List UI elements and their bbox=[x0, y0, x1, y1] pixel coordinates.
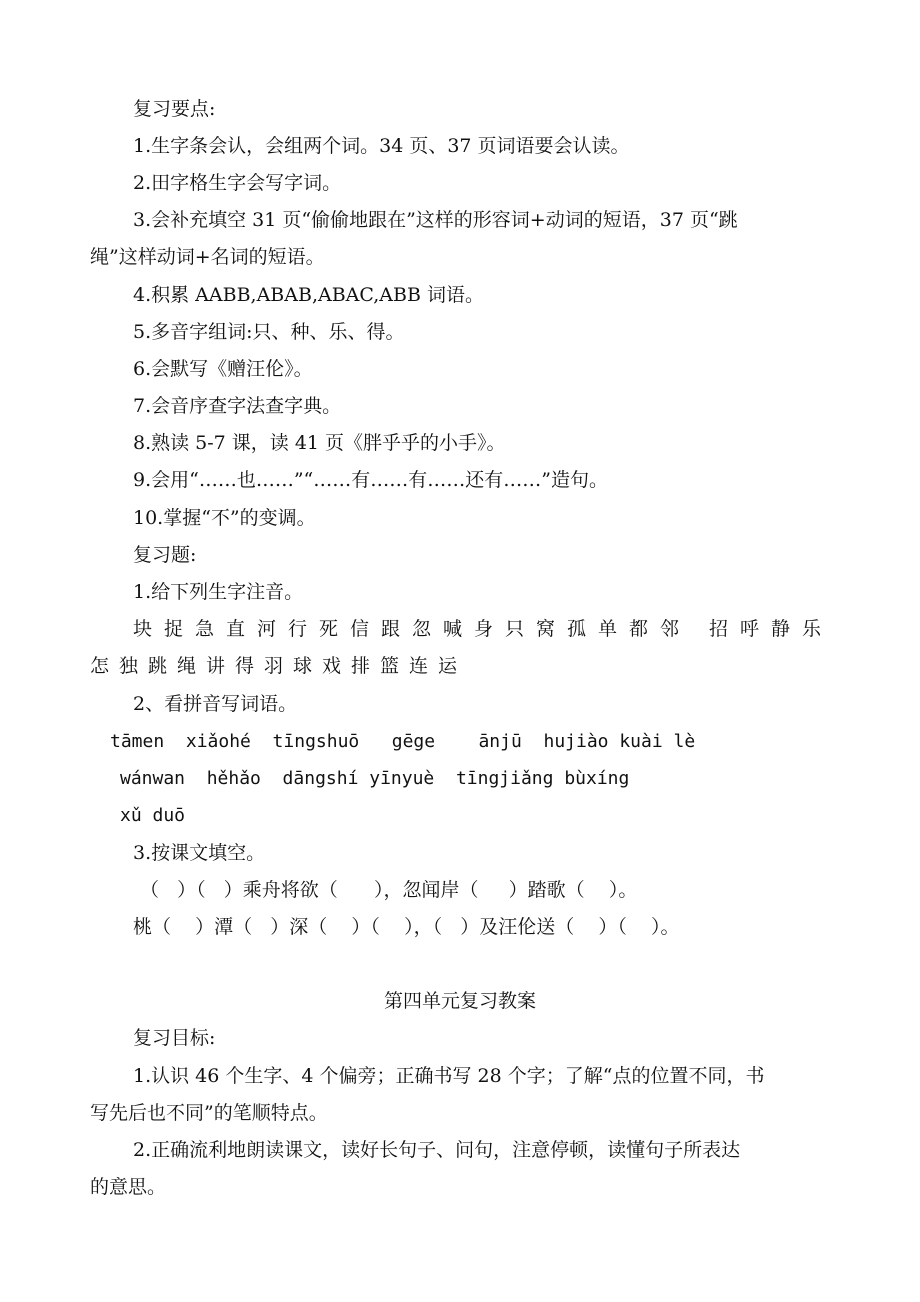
review-point-5: 5.多音字组词:只、种、乐、得。 bbox=[133, 321, 405, 343]
review-point-4: 4.积累 AABB,ABAB,ABAC,ABB 词语。 bbox=[133, 284, 484, 306]
review-point-7: 7.会音序查字法查字典。 bbox=[133, 395, 342, 417]
question-1-characters-line-2: 怎独跳绳讲得羽球戏排篮连运 bbox=[90, 655, 468, 677]
review-goal-2: 2.正确流利地朗读课文，读好长句子、问句，注意停顿，读懂句子所表达 bbox=[133, 1139, 741, 1161]
review-point-8: 8.熟读 5-7 课，读 41 页《胖乎乎的小手》。 bbox=[133, 432, 506, 454]
review-point-2: 2.田字格生字会写字词。 bbox=[133, 172, 342, 194]
question-3-blank-line-2: 桃（ ）潭（ ）深（ ）（ ），（ ）及汪伦送（ ）（ ）。 bbox=[133, 916, 680, 938]
question-1-title: 1.给下列生字注音。 bbox=[133, 581, 304, 603]
review-goal-1: 1.认识 46 个生字、4 个偏旁；正确书写 28 个字；了解“点的位置不同，书 bbox=[133, 1065, 765, 1087]
question-2-pinyin-line-1: tāmen xiǎohé tīngshuō gēge ānjū hujiào kuài lè bbox=[110, 731, 696, 752]
review-point-3: 3.会补充填空 31 页“偷偷地跟在”这样的形容词+动词的短语，37 页“跳 bbox=[133, 209, 738, 231]
review-point-6: 6.会默写《赠汪伦》。 bbox=[133, 358, 313, 380]
review-goal-2-cont: 的意思。 bbox=[90, 1176, 167, 1198]
question-2-pinyin-line-2: wánwan hěhǎo dāngshí yīnyuè tīngjiǎng bùxíng bbox=[120, 768, 630, 789]
review-point-9: 9.会用“……也……”“……有……有……还有……”造句。 bbox=[133, 469, 608, 491]
question-2-pinyin-line-3: xǔ duō bbox=[120, 805, 186, 826]
review-point-10: 10.掌握“不”的变调。 bbox=[133, 507, 316, 529]
review-questions-heading: 复习题: bbox=[133, 544, 197, 566]
review-goal-1-cont: 写先后也不同”的笔顺特点。 bbox=[90, 1102, 328, 1124]
question-2-title: 2、看拼音写词语。 bbox=[133, 693, 298, 715]
review-points-heading: 复习要点: bbox=[133, 98, 216, 120]
question-3-blank-line-1: （ ）（ ）乘舟将欲（ ），忽闻岸（ ）踏歌（ ）。 bbox=[140, 879, 638, 901]
review-goals-heading: 复习目标: bbox=[133, 1027, 216, 1049]
question-3-title: 3.按课文填空。 bbox=[133, 842, 266, 864]
question-1-characters-line-1: 块捉急直河行死信跟忽喊身只窝孤单都邻 招呼静乐 bbox=[133, 618, 834, 640]
unit-4-title: 第四单元复习教案 bbox=[383, 990, 536, 1012]
review-point-3-cont: 绳”这样动词+名词的短语。 bbox=[90, 246, 325, 268]
review-point-1: 1.生字条会认，会组两个词。34 页、37 页词语要会认读。 bbox=[133, 135, 630, 157]
